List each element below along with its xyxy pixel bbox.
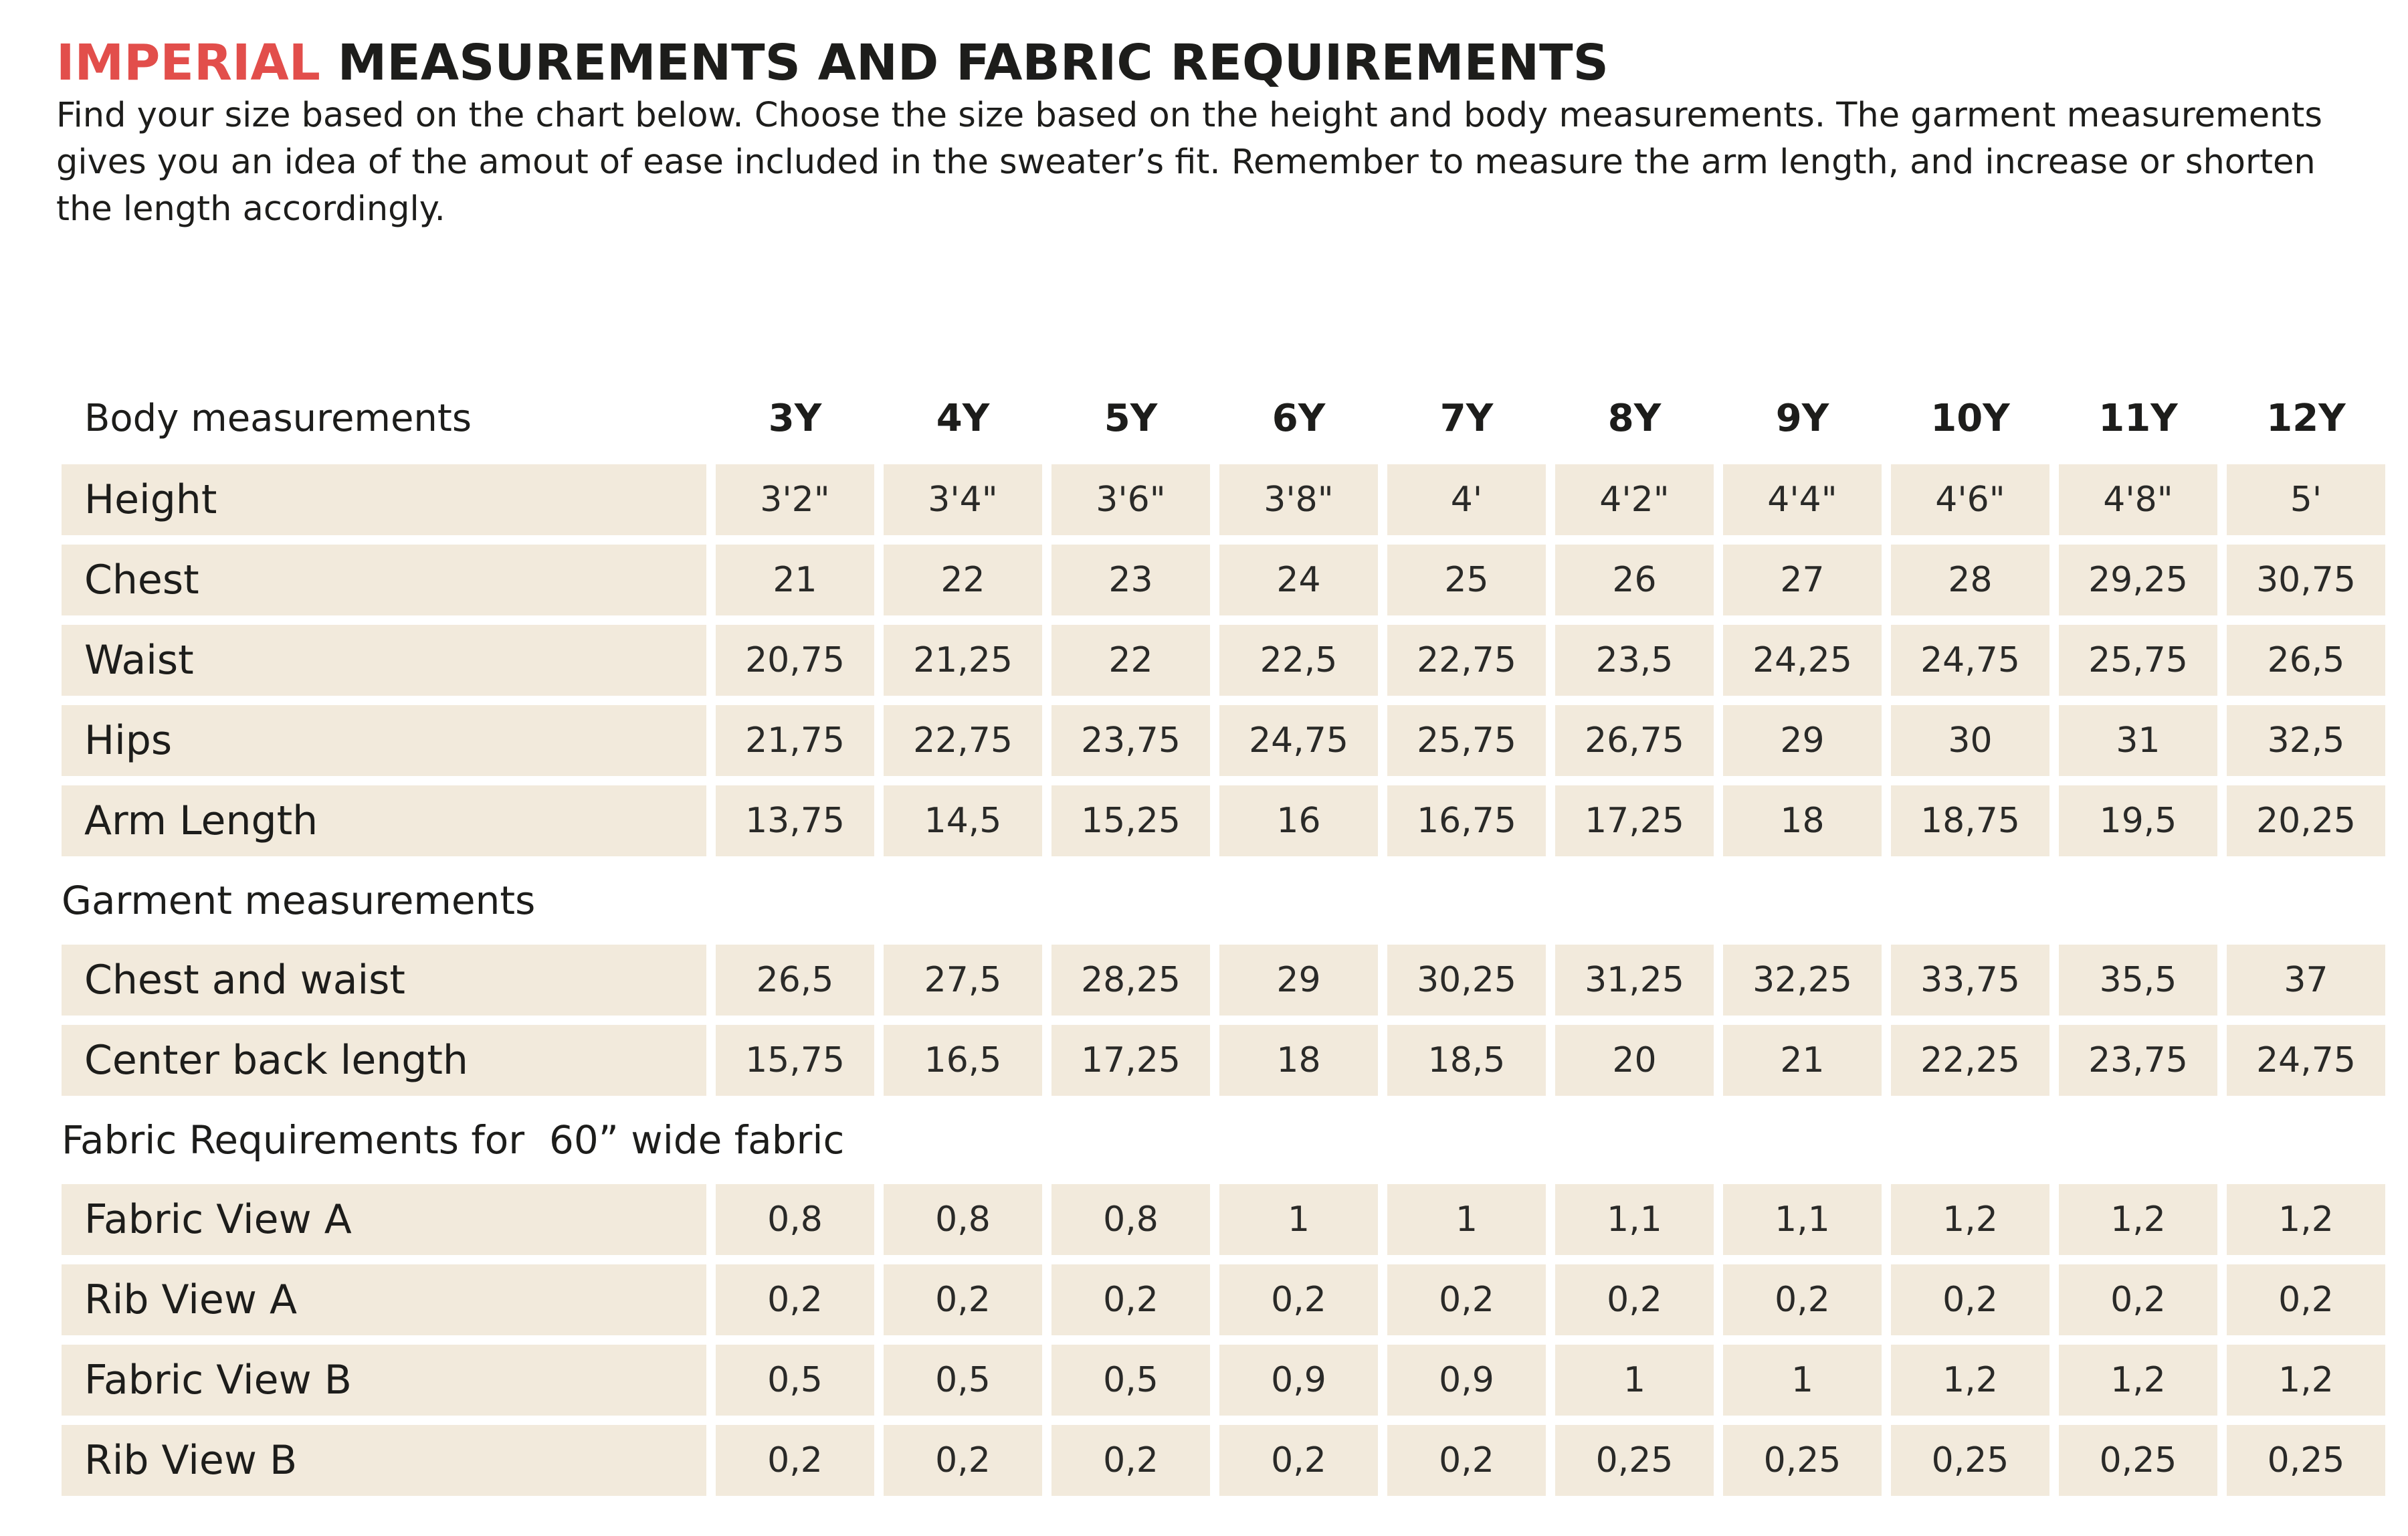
table-cell: 18,5 (1387, 1025, 1546, 1096)
table-cell: 0,5 (716, 1345, 874, 1416)
table-cell: 21,75 (716, 705, 874, 776)
table-row (62, 1345, 2385, 1416)
table-cell: 0,2 (1219, 1425, 1378, 1496)
table-cell: 22,25 (1891, 1025, 2049, 1096)
table-cell: 35,5 (2059, 945, 2217, 1016)
table-cell: 0,2 (2227, 1264, 2385, 1335)
row-label: Waist (62, 625, 706, 696)
table-cell: 32,25 (1723, 945, 1882, 1016)
table-cell: 1,2 (1891, 1345, 2049, 1416)
table-cell: 0,5 (1051, 1345, 1210, 1416)
table-cell: 0,2 (1723, 1264, 1882, 1335)
table-cell: 0,25 (2059, 1425, 2217, 1496)
size-header: 6Y (1272, 396, 1326, 440)
table-cell: 1,2 (2227, 1345, 2385, 1416)
table-cell: 0,25 (1891, 1425, 2049, 1496)
table-cell: 27,5 (884, 945, 1042, 1016)
table-cell: 0,8 (1051, 1184, 1210, 1255)
table-cell: 16,75 (1387, 785, 1546, 856)
row-label: Fabric View A (62, 1184, 706, 1255)
table-cell: 23,75 (2059, 1025, 2217, 1096)
table-cell: 0,5 (884, 1345, 1042, 1416)
row-label: Chest (62, 545, 706, 615)
section-label-garment-measurements-row (62, 866, 2385, 935)
table-cell: 0,2 (1219, 1264, 1378, 1335)
table-cell: 18,75 (1891, 785, 2049, 856)
table-cell: 0,2 (1387, 1264, 1546, 1335)
table-cell: 25 (1387, 545, 1546, 615)
row-label: Chest and waist (62, 945, 706, 1016)
table-cell: 28 (1891, 545, 2049, 615)
table-row (62, 945, 2385, 1016)
table-cell: 26,5 (2227, 625, 2385, 696)
table-cell: 0,2 (716, 1264, 874, 1335)
table-cell: 1,2 (1891, 1184, 2049, 1255)
table-cell: 4' (1387, 464, 1546, 535)
table-cell: 1,2 (2059, 1184, 2217, 1255)
table-cell: 0,2 (1891, 1264, 2049, 1335)
table-cell: 1,2 (2059, 1345, 2217, 1416)
table-cell: 0,8 (716, 1184, 874, 1255)
table-cell: 1,1 (1555, 1184, 1714, 1255)
table-cell: 20 (1555, 1025, 1714, 1096)
page-title (56, 29, 1609, 96)
title-accent: IMPERIAL (56, 34, 320, 92)
table-row (62, 705, 2385, 776)
table-cell: 25,75 (1387, 705, 1546, 776)
table-cell: 14,5 (884, 785, 1042, 856)
table-cell: 0,2 (884, 1425, 1042, 1496)
table-cell: 17,25 (1555, 785, 1714, 856)
section-label-body-measurements: Body measurements (84, 396, 472, 440)
table-cell: 26,5 (716, 945, 874, 1016)
size-chart-table (52, 372, 2395, 1505)
table-cell: 0,2 (716, 1425, 874, 1496)
table-cell: 32,5 (2227, 705, 2385, 776)
size-header: 10Y (1930, 396, 2010, 440)
size-header: 12Y (2266, 396, 2346, 440)
table-cell: 24,75 (2227, 1025, 2385, 1096)
table-cell: 23,5 (1555, 625, 1714, 696)
table-cell: 31 (2059, 705, 2217, 776)
size-header: 9Y (1775, 396, 1829, 440)
table-cell: 31,25 (1555, 945, 1714, 1016)
table-cell: 0,2 (1555, 1264, 1714, 1335)
table-cell: 0,9 (1219, 1345, 1378, 1416)
table-cell: 22 (1051, 625, 1210, 696)
table-cell: 37 (2227, 945, 2385, 1016)
table-cell: 4'6" (1891, 464, 2049, 535)
row-label: Rib View B (62, 1425, 706, 1496)
table-cell: 28,25 (1051, 945, 1210, 1016)
table-cell: 29,25 (2059, 545, 2217, 615)
table-cell: 21 (716, 545, 874, 615)
table-cell: 16,5 (884, 1025, 1042, 1096)
table-row (62, 545, 2385, 615)
intro-paragraph: Find your size based on the chart below. Choose the size based on the height and body measurements. The garment measurements gives you an idea of the amout of ease included in the sweater’s fit. Remember to measure the arm length, and increase or shorten the length accordingly. (56, 96, 2322, 229)
section-label-fabric-requirements: Fabric Requirements for 60” wide fabric (62, 1117, 845, 1163)
table-cell: 18 (1723, 785, 1882, 856)
table-cell: 1 (1219, 1184, 1378, 1255)
table-cell: 1 (1555, 1345, 1714, 1416)
table-cell: 27 (1723, 545, 1882, 615)
table-cell: 0,2 (1051, 1264, 1210, 1335)
size-header: 7Y (1439, 396, 1494, 440)
table-row (62, 1264, 2385, 1335)
table-cell: 19,5 (2059, 785, 2217, 856)
size-header: 8Y (1607, 396, 1662, 440)
row-label: Center back length (62, 1025, 706, 1096)
row-label: Rib View A (62, 1264, 706, 1335)
table-cell: 30,25 (1387, 945, 1546, 1016)
row-label: Height (62, 464, 706, 535)
table-cell: 24,75 (1891, 625, 2049, 696)
size-header: 5Y (1104, 396, 1158, 440)
size-header: 4Y (936, 396, 990, 440)
section-label-garment-measurements: Garment measurements (62, 878, 536, 923)
table-row (62, 1425, 2385, 1496)
table-cell: 21,25 (884, 625, 1042, 696)
table-cell: 0,2 (1051, 1425, 1210, 1496)
table-cell: 26,75 (1555, 705, 1714, 776)
table-cell: 0,25 (2227, 1425, 2385, 1496)
table-cell: 23,75 (1051, 705, 1210, 776)
table-cell: 25,75 (2059, 625, 2217, 696)
table-row (62, 464, 2385, 535)
table-cell: 0,2 (2059, 1264, 2217, 1335)
section-label-fabric-requirements-row (62, 1105, 2385, 1175)
table-cell: 29 (1723, 705, 1882, 776)
table-cell: 1 (1387, 1184, 1546, 1255)
table-cell: 24 (1219, 545, 1378, 615)
table-cell: 0,8 (884, 1184, 1042, 1255)
table-cell: 15,25 (1051, 785, 1210, 856)
row-label: Arm Length (62, 785, 706, 856)
table-cell: 17,25 (1051, 1025, 1210, 1096)
title-rest: MEASUREMENTS AND FABRIC REQUIREMENTS (320, 34, 1609, 92)
table-cell: 3'8" (1219, 464, 1378, 535)
table-cell: 22,75 (884, 705, 1042, 776)
table-cell: 1,1 (1723, 1184, 1882, 1255)
table-cell: 16 (1219, 785, 1378, 856)
table-cell: 3'4" (884, 464, 1042, 535)
table-cell: 22,5 (1219, 625, 1378, 696)
table-cell: 26 (1555, 545, 1714, 615)
table-cell: 4'8" (2059, 464, 2217, 535)
table-cell: 24,25 (1723, 625, 1882, 696)
table-row (62, 1025, 2385, 1096)
table-cell: 22,75 (1387, 625, 1546, 696)
table-cell: 0,2 (1387, 1425, 1546, 1496)
table-cell: 15,75 (716, 1025, 874, 1096)
table-cell: 23 (1051, 545, 1210, 615)
table-cell: 20,25 (2227, 785, 2385, 856)
table-cell: 18 (1219, 1025, 1378, 1096)
table-cell: 21 (1723, 1025, 1882, 1096)
table-cell: 0,2 (884, 1264, 1042, 1335)
table-cell: 0,25 (1555, 1425, 1714, 1496)
size-header: 11Y (2098, 396, 2178, 440)
table-cell: 0,25 (1723, 1425, 1882, 1496)
table-cell: 4'4" (1723, 464, 1882, 535)
table-cell: 3'6" (1051, 464, 1210, 535)
table-cell: 20,75 (716, 625, 874, 696)
row-label: Hips (62, 705, 706, 776)
table-cell: 33,75 (1891, 945, 2049, 1016)
table-cell: 30,75 (2227, 545, 2385, 615)
table-cell: 1 (1723, 1345, 1882, 1416)
table-cell: 24,75 (1219, 705, 1378, 776)
header-row (62, 381, 2385, 455)
table-cell: 4'2" (1555, 464, 1714, 535)
row-label: Fabric View B (62, 1345, 706, 1416)
table-cell: 3'2" (716, 464, 874, 535)
table-cell: 0,9 (1387, 1345, 1546, 1416)
table-cell: 13,75 (716, 785, 874, 856)
table-row (62, 625, 2385, 696)
table-row (62, 785, 2385, 856)
size-header: 3Y (768, 396, 822, 440)
table-cell: 30 (1891, 705, 2049, 776)
table-cell: 1,2 (2227, 1184, 2385, 1255)
table-cell: 22 (884, 545, 1042, 615)
table-cell: 5' (2227, 464, 2385, 535)
table-row (62, 1184, 2385, 1255)
table-cell: 29 (1219, 945, 1378, 1016)
